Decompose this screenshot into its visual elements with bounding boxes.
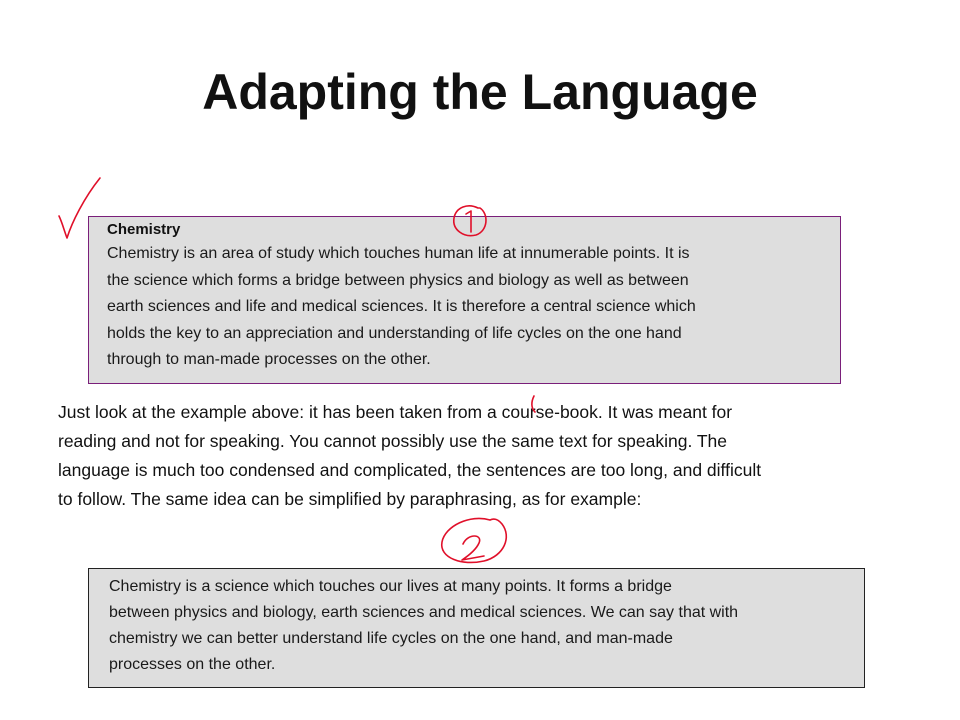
paraphrased-passage-line: Chemistry is a science which touches our lives at many points. It forms a bridge — [109, 578, 672, 595]
circled-2-icon — [442, 518, 507, 562]
commentary-line: language is much too condensed and complicated, the sentences are too long, and difficult — [58, 460, 762, 480]
commentary-line: Just look at the example above: it has been taken from a course-book. It was meant for — [58, 402, 733, 422]
original-passage-line: through to man-made processes on the other. — [107, 351, 431, 368]
slide-title: Adapting the Language — [202, 64, 758, 120]
original-passage-line: holds the key to an appreciation and understanding of life cycles on the one hand — [107, 324, 682, 342]
original-passage-line: Chemistry is an area of study which touches human life at innumerable points. It is — [107, 245, 690, 262]
commentary-paragraph — [58, 398, 953, 514]
original-passage-line: earth sciences and life and medical sciences. It is therefore a central science which — [107, 298, 696, 315]
original-passage-box — [88, 216, 841, 384]
paraphrased-passage-line: chemistry we can better understand life cycles on the one hand, and man-made — [109, 630, 673, 647]
commentary-line: reading and not for speaking. You cannot possibly use the same text for speaking. The — [58, 431, 728, 451]
paraphrased-passage-line: between physics and biology, earth sciences and medical sciences. We can say that with — [109, 604, 739, 621]
paraphrased-passage-box — [88, 568, 865, 688]
commentary-line: to follow. The same idea can be simplified by paraphrasing, as for example: — [58, 489, 642, 509]
original-passage-line: the science which forms a bridge between physics and biology as well as between — [107, 271, 689, 289]
paraphrased-passage-line: processes on the other. — [109, 656, 276, 673]
original-passage-heading: Chemistry — [107, 221, 181, 238]
